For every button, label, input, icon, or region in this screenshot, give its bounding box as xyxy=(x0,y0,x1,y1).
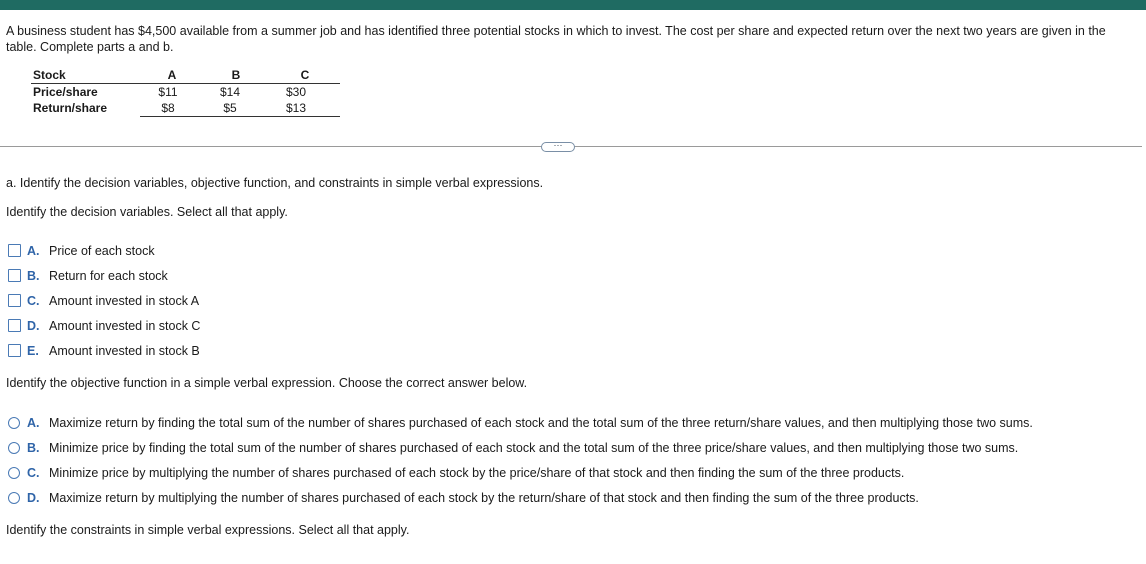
objective-function-prompt: Identify the objective function in a simple verbal expression. Choose the correct answer below. xyxy=(6,376,528,390)
return-c: $13 xyxy=(268,100,340,117)
part-a-heading: a. Identify the decision variables, objective function, and constraints in simple verbal expressions. xyxy=(6,176,544,190)
option-letter: B. xyxy=(27,269,40,283)
option-letter: D. xyxy=(27,319,40,333)
table-header-row xyxy=(31,67,340,84)
option-text: Price of each stock xyxy=(49,244,155,258)
objective-option-c[interactable] xyxy=(8,465,904,481)
checkbox[interactable] xyxy=(8,244,21,257)
radio-button[interactable] xyxy=(8,417,20,429)
option-letter: D. xyxy=(27,491,40,505)
option-letter: B. xyxy=(27,441,40,455)
option-text: Minimize price by multiplying the number of shares purchased of each stock by the price/share of that stock and then finding the sum of the three products. xyxy=(49,466,905,480)
checkbox[interactable] xyxy=(8,269,21,282)
radio-button[interactable] xyxy=(8,467,20,479)
option-text: Return for each stock xyxy=(49,269,168,283)
option-letter: C. xyxy=(27,294,40,308)
objective-option-d[interactable] xyxy=(8,490,919,506)
decision-option-a[interactable] xyxy=(8,243,155,259)
decision-option-b[interactable] xyxy=(8,268,168,284)
option-text: Amount invested in stock B xyxy=(49,344,200,358)
price-a: $11 xyxy=(158,85,178,99)
radio-button[interactable] xyxy=(8,492,20,504)
table-row xyxy=(31,84,340,101)
table-header-a: A xyxy=(140,67,202,84)
price-b: $14 xyxy=(219,85,241,99)
top-bar xyxy=(0,0,1146,10)
row-label-price: Price/share xyxy=(33,85,98,99)
option-text: Minimize price by finding the total sum of the number of shares purchased of each stock and the total sum of the three price/share values, and then multiplying those two sums. xyxy=(49,441,1019,455)
radio-button[interactable] xyxy=(8,442,20,454)
option-text: Amount invested in stock A xyxy=(49,294,200,308)
price-c: $30 xyxy=(285,85,307,99)
option-text: Maximize return by multiplying the number of shares purchased of each stock by the return/share of that stock and then finding the sum of the three products. xyxy=(49,491,919,505)
stock-table xyxy=(31,67,340,117)
question-intro: A business student has $4,500 available from a summer job and has identified three potential stocks in which to invest. The cost per share and expected return over the next two years are given in the table. Complete parts a and b. xyxy=(6,24,1106,54)
option-text: Amount invested in stock C xyxy=(49,319,201,333)
decision-variables-prompt: Identify the decision variables. Select all that apply. xyxy=(6,205,288,219)
option-letter: E. xyxy=(27,344,39,358)
table-header-stock: Stock xyxy=(31,67,140,84)
decision-option-d[interactable] xyxy=(8,318,200,334)
objective-option-a[interactable] xyxy=(8,415,1033,431)
table-header-c: C xyxy=(268,67,340,84)
decision-option-e[interactable] xyxy=(8,343,200,359)
objective-option-b[interactable] xyxy=(8,440,1018,456)
constraints-prompt: Identify the constraints in simple verbal expressions. Select all that apply. xyxy=(6,523,410,537)
row-label-return: Return/share xyxy=(33,101,108,116)
table-row xyxy=(31,100,340,117)
return-b: $5 xyxy=(202,100,268,117)
table-header-b: B xyxy=(202,67,268,84)
option-letter: A. xyxy=(27,416,40,430)
option-letter: C. xyxy=(27,466,40,480)
checkbox[interactable] xyxy=(8,294,21,307)
expand-more-button[interactable]: ··· xyxy=(541,142,575,152)
option-letter: A. xyxy=(27,244,40,258)
checkbox[interactable] xyxy=(8,319,21,332)
decision-option-c[interactable] xyxy=(8,293,199,309)
option-text: Maximize return by finding the total sum of the number of shares purchased of each stock and the total sum of the three return/share values, and then multiplying those two sums. xyxy=(49,416,1033,430)
return-a: $8 xyxy=(140,100,202,117)
checkbox[interactable] xyxy=(8,344,21,357)
